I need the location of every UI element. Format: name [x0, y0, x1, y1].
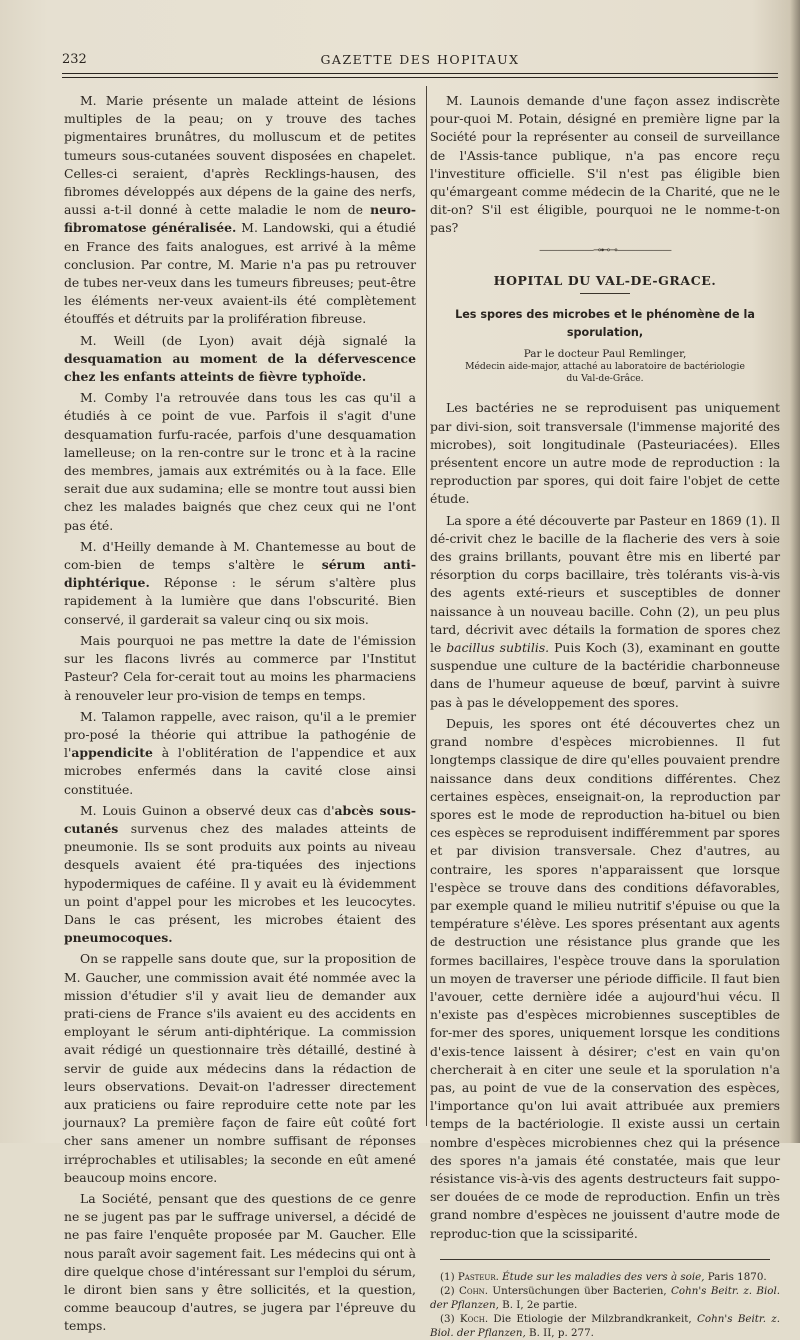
article-title: Les spores des microbes et le phénomène de la sporulation, — [455, 308, 755, 340]
header-rule — [62, 73, 778, 74]
left-column — [64, 92, 416, 1336]
running-title: GAZETTE DES HOPITAUX — [320, 52, 520, 67]
launois-paragraph: M. Launois demande d'une façon assez indiscrète pour-quoi M. Potain, désigné en première ligne par la Société pour la représenter au conseil de surveillance de l'Assis-tance publique, n'a pas encore reçu l'investiture officielle. S'il n'est pas éligible bien qu'émargeant comme médecin de la Charité, que ne le dit-on? S'il est éligible, pourquoi ne le nomme-t-on pas? — [430, 93, 780, 236]
emphasis-text: Pasteur. — [457, 1270, 499, 1283]
emphasis-text: Cohn. — [458, 1284, 489, 1297]
header-rule-secondary — [62, 77, 778, 78]
body-text: La Société, pensant que des questions de ce genre ne se jugent pas par le suffrage universel, a décidé de ne pas faire l'enquête proposée par M. Gaucher. Elle nous paraît avoir sagement fait. Les médecins qui ont à dire quelque chose d'intéressant sur l'emploi du sérum, le diront bien sans y être sollicités, et la question, comme beaucoup d'autres, se jugera par l'épreuve du temps. — [64, 1190, 416, 1334]
paragraph — [64, 92, 416, 329]
body-text: Untersüchungen über Bacterien, — [488, 1284, 672, 1297]
body-text: (3) — [440, 1312, 460, 1325]
body-text: M. Louis Guinon a observé deux cas d' — [80, 802, 335, 818]
body-text: (1) — [440, 1270, 458, 1283]
body-text: (2) — [440, 1284, 459, 1297]
body-text: Puis Koch (3), examinant en goutte suspendue une culture de la bactéridie charbonneuse dans de l'humeur aqueuse de bœuf, parvint à suivre pas à pas le développement des spores. — [430, 640, 780, 710]
column-divider — [426, 86, 427, 1126]
emphasis-text: abcès sous-cutanés — [64, 802, 416, 836]
paragraph — [64, 389, 416, 535]
body-text: La spore a été découverte par Pasteur en 1869 (1). Il dé-crivit chez le bacille de la flacherie des vers à soie des grains brillants, pouvant être mis en liberté par résorption du corps bacillaire, très tolérants vis-à-vis des agents exté-rieurs et susceptibles de donner naissance à un nouveau bacille. Cohn (2), un peu plus tard, décrivit avec détails la formation de spores chez le — [430, 512, 780, 656]
emphasis-text: appendicite — [71, 745, 153, 761]
paragraph — [64, 632, 416, 705]
emphasis-text: Cohn's Beitr. z. Biol. der Pflanzen, — [430, 1284, 781, 1311]
emphasis-text: Koch. — [459, 1312, 489, 1325]
emphasis-text: Étude sur les maladies des vers à soie, — [502, 1270, 705, 1283]
paragraph — [64, 1190, 416, 1336]
body-text: B. I, 2e partie. — [498, 1298, 578, 1311]
article-byline: Par le docteur Paul Remlinger, — [523, 348, 687, 361]
body-text: Depuis, les spores ont été découvertes chez un grand nombre d'espèces microbiennes. Il fut longtemps classique de dire qu'elles pouvaient prendre naissance dans deux conditions différentes. Chez certaines espèces, enseignait-on, la reproduction par spores est le mode de reproduction ha-bituel ou bien ces espèces se reproduisent indifféremment par spores et par division transversale. Chez d'autres, au contraire, les spores n'apparaissent que lorsque l'espèce se trouve dans des conditions défavorables, par exemple quand le milieu nutritif s'épuise ou que la température s'élève. Les spores présentant aux agents de destruction une résistance plus grande que les formes bacillaires, l'espèce trouve dans la sporulation un moyen de traverser une période difficile. Il faut bien l'avouer, cette dernière idée a aujourd'hui vécu. Il n'existe pas d'espèces microbiennes susceptibles de for-mer des spores, uniquement lorsque les conditions d'exis-tence laissent à désirer; c'est en vain qu'on chercherait à en citer une seule et la sporulation n'a pas, au point de vue de la conservation des espèces, l'importance qu'on lui avait attribuée aux premiers temps de la bactériologie. Il existe aussi un certain nombre d'espèces microbiennes chez qui la présence des spores n'a jamais été constatée, mais que leur résistance vis-à-vis des agents destructeurs fait suppo-ser douées de ce mode de reproduction. Enfin un très grand nombre d'espèces ne jouissent d'autre mode de reproduc-tion que la scissiparité. — [430, 715, 780, 1241]
paragraph — [64, 538, 416, 629]
body-text: M. Landowski, qui a étudié en France des faits analogues, est arrivé à la même conclusion. Par contre, M. Marie n'a pas pu retrouver de tubes ner-veux dans les tumeurs fibreuses; peut-être les éléments ner-veux avaient-ils été complètement étouffés et détruits par la prolifération fibreuse. — [64, 220, 416, 327]
affiliation-line: Médecin aide-major, attaché au laboratoire de bactériologie — [465, 361, 745, 373]
body-text: M. Weill (de Lyon) avait déjà signalé la — [80, 332, 416, 348]
paragraph — [430, 399, 780, 508]
article-affiliation — [430, 361, 780, 385]
body-text: M. Talamon rappelle, avec raison, qu'il a le premier pro-posé la théorie qui attribue la pathogénie de l' — [64, 708, 416, 761]
section-rule — [580, 293, 630, 294]
left-column-text — [64, 92, 416, 1336]
article-body — [430, 399, 780, 1242]
footnotes — [430, 1270, 780, 1340]
paragraph — [64, 332, 416, 387]
footnote — [430, 1312, 780, 1340]
body-text: Paris 1870. — [704, 1270, 767, 1283]
body-text: Réponse : le sérum s'altère plus rapidement à la lumière que dans l'obscurité. Bien conservé, il garderait sa valeur cinq ou six mois. — [64, 575, 416, 627]
paragraph — [64, 708, 416, 799]
body-text: On se rappelle sans doute que, sur la proposition de M. Gaucher, une commission avait été nommée avec la mission d'étudier s'il y avait lieu de demander aux prati-ciens de France s'ils avaient eu des accidents en employant le sérum anti-diphtérique. La commission avait rédigé un questionnaire très détaillé, destiné à servir de guide aux médecins dans la rédaction de leurs observations. Devait-on l'adresser directement aux praticiens ou faire reproduire cette note par les journaux? La première façon de faire eût coûté fort cher sans amener un nombre suffisant de réponses irréprochables et utilisables; la seconde en eût amené beaucoup moins encore. — [64, 951, 416, 1185]
paragraph — [430, 715, 780, 1243]
paragraph — [430, 512, 780, 712]
body-text: Les bactéries ne se reproduisent pas uniquement par divi-sion, soit transversale (l'immense majorité des microbes), soit longitudinale (Pasteuriacées). Elles présentent encore un autre mode de reproduction : la reproduction par spores, qui doit faire l'objet de cette étude. — [430, 400, 780, 507]
emphasis-text: desquamation au moment de la défervescence chez les enfants atteints de fièvre typhoïde. — [64, 350, 416, 385]
page-header — [62, 52, 778, 72]
emphasis-text: neuro-fibromatose généralisée. — [64, 202, 416, 236]
body-text: Mais pourquoi ne pas mettre la date de l'émission sur les flacons livrés au commerce par l'Institut Pasteur? Cela for-cerait tout au moins les pharmaciens à renouveler leur pro-vision de temps en temps. — [64, 632, 416, 703]
paragraph — [64, 950, 416, 1187]
body-text: M. Comby l'a retrouvée dans tous les cas qu'il a étudiés à ce point de vue. Parfois il s'agit d'une desquamation furfu-racée, parfois d'une desquamation lamelleuse; on la ren-contre sur le tronc et à la racine des membres, jamais aux extrémités ou à la face. Elle serait due aux sudamina; elle se montre tout aussi bien chez les malades baignés que chez ceux qui ne l'ont pas été. — [64, 390, 416, 533]
body-text: B. II, p. 277. — [525, 1326, 594, 1339]
footnote — [430, 1270, 780, 1284]
page-edge-shadow — [790, 0, 800, 1143]
footnote — [430, 1284, 780, 1312]
right-column — [430, 92, 780, 1340]
emphasis-text: bacillus subtilis. — [446, 640, 550, 656]
body-text: à l'oblitération de l'appendice et aux microbes enfermés dans la cavité close ainsi constituée. — [64, 745, 416, 797]
body-text: M. Marie présente un malade atteint de lésions multiples de la peau; on y trouve des taches pigmentaires brunâtres, du molluscum et de petites tumeurs sous-cutanées souvent disposées en chapelet. Celles-ci seraient, d'après Recklings-hausen, des fibromes développés aux dépens de la gaine des nerfs, aussi a-t-il donné à cette maladie le nom de — [64, 93, 416, 218]
emphasis-text: pneumocoques. — [64, 930, 173, 946]
ornament-divider: ——————⊸⊷⊸—————— — [539, 244, 671, 256]
body-text: M. d'Heilly demande à M. Chantemesse au bout de com-bien de temps s'altère le — [64, 538, 416, 573]
body-text: Die Etiologie der Milzbrandkrankeit, — [488, 1312, 698, 1325]
footnote-rule — [440, 1259, 770, 1260]
page-number: 232 — [62, 52, 87, 67]
body-text: survenus chez des malades atteints de pneumonie. Ils se sont produits aux points au niveau desquels avaient été pra-tiquées des injections hypodermiques de caféine. Il y avait eu là évidemment un point d'appel pour les microbes et les leucocytes. Dans le cas présent, les microbes étaient des — [64, 820, 416, 927]
paragraph — [64, 802, 416, 948]
section-title: HOPITAL DU VAL-DE-GRACE. — [493, 272, 717, 288]
emphasis-text: Cohn's Beitr. z. Biol. der Pflanzen, — [430, 1312, 781, 1339]
emphasis-text: sérum anti-diphtérique. — [64, 557, 416, 591]
affiliation-line: du Val-de-Grâce. — [566, 373, 644, 385]
